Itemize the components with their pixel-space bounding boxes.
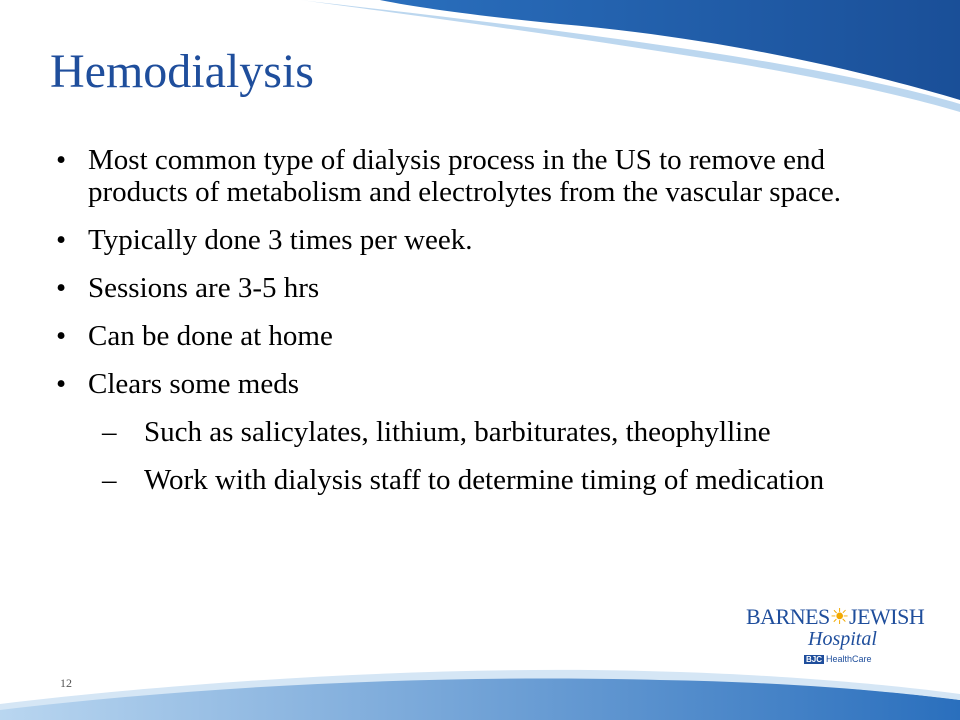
sub-bullet-text: Work with dialysis staff to determine timing of medication [144, 464, 825, 496]
bullet-marker: • [56, 224, 67, 256]
bullet-item [56, 320, 896, 352]
bullet-marker: • [56, 320, 67, 352]
bullet-item [56, 144, 896, 208]
logo-healthcare-line [804, 654, 872, 664]
dash-marker: – [102, 416, 117, 448]
bullet-text: Most common type of dialysis process in the US to remove end products of metabolism and electrolytes from the vascular space. [88, 144, 841, 208]
page-number: 12 [60, 676, 72, 690]
bullet-text: Can be done at home [88, 320, 333, 352]
logo-jewish-text: JEWISH [849, 604, 925, 629]
bullet-list [56, 144, 896, 512]
sub-bullet-text: Such as salicylates, lithium, barbiturates, theophylline [144, 416, 771, 448]
sun-icon: ☀ [829, 604, 850, 629]
slide-title: Hemodialysis [50, 45, 314, 98]
bullet-marker: • [56, 144, 67, 176]
logo-healthcare-text: HealthCare [826, 654, 872, 664]
bullet-text: Sessions are 3-5 hrs [88, 272, 320, 304]
sub-bullet-item [102, 464, 896, 496]
logo-bjc-badge: BJC [806, 655, 823, 664]
bullet-item [56, 224, 896, 256]
bullet-marker: • [56, 368, 67, 400]
logo-barnes-text: BARNES [746, 604, 830, 629]
sub-bullet-list [88, 416, 896, 496]
sub-bullet-item [102, 416, 896, 448]
logo-hospital-text: Hospital [808, 628, 877, 650]
bullet-item [56, 272, 896, 304]
bullet-marker: • [56, 272, 67, 304]
bullet-item [56, 368, 896, 496]
logo-wordmark [746, 604, 924, 630]
bullet-text: Typically done 3 times per week. [88, 224, 473, 256]
dash-marker: – [102, 464, 117, 496]
barnes-jewish-logo [746, 596, 936, 676]
bullet-text: Clears some meds [88, 368, 300, 400]
